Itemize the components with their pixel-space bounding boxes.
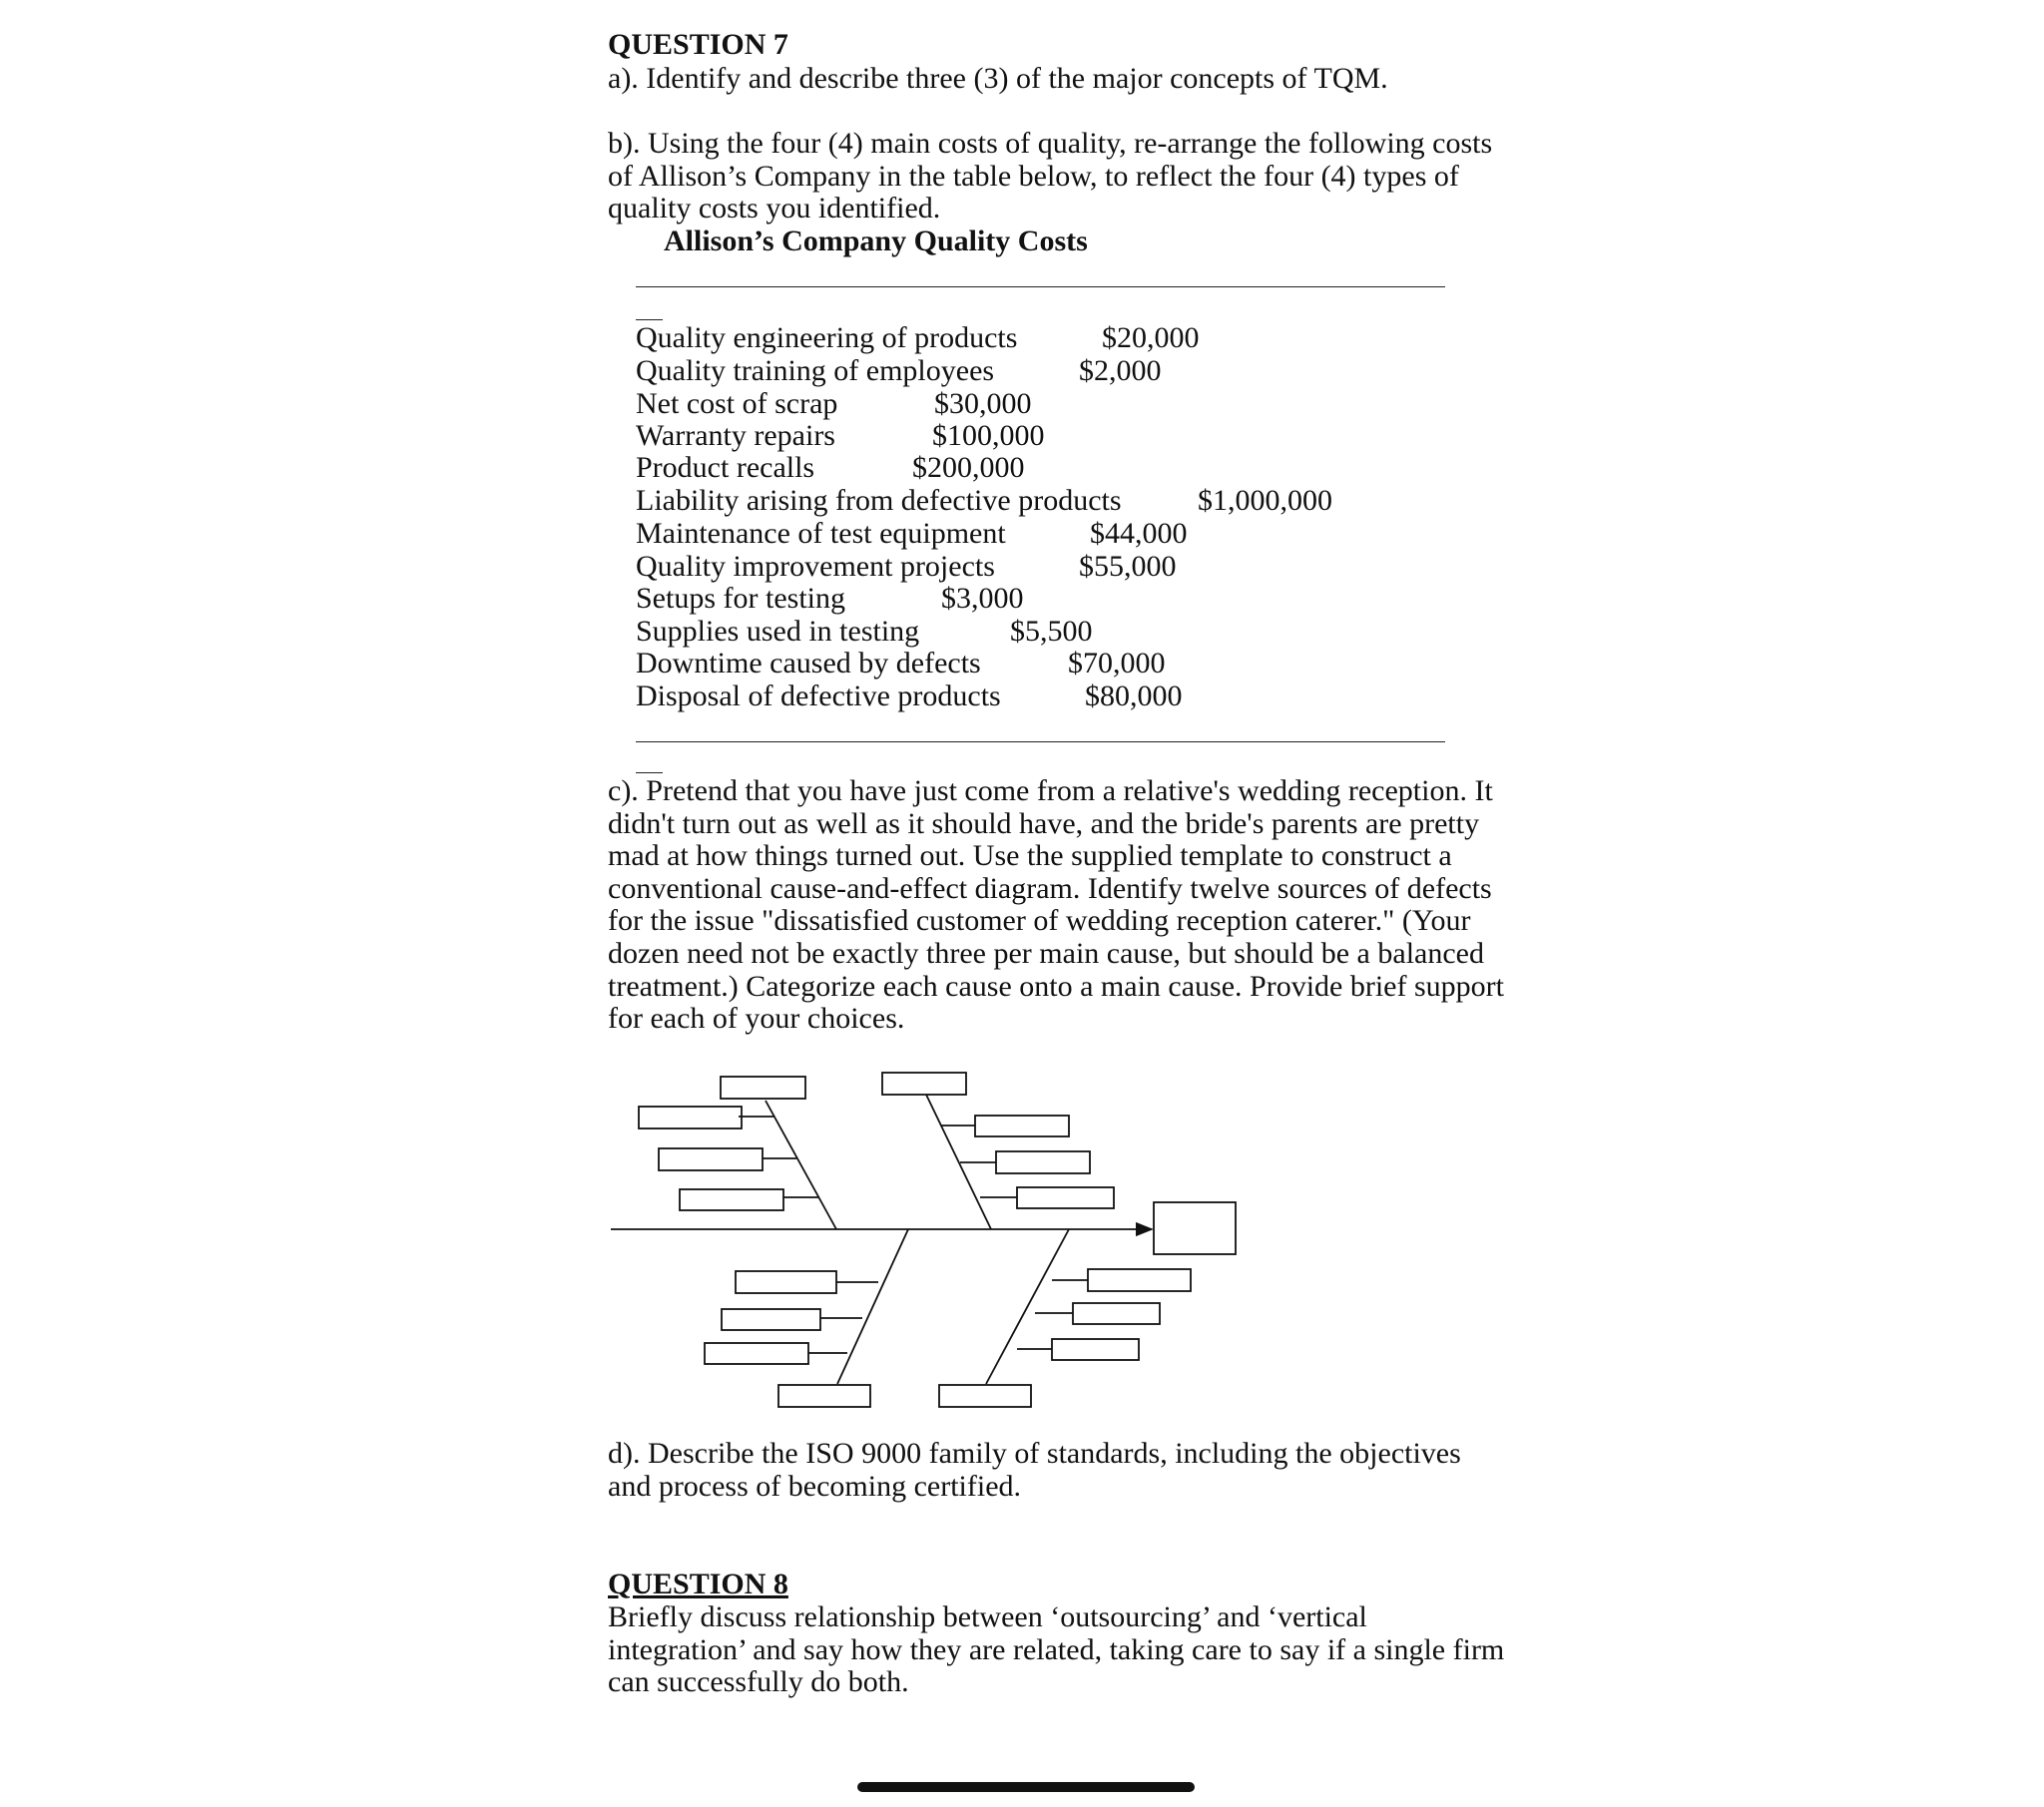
cost-label: Quality engineering of products	[636, 321, 1018, 354]
cost-label: Setups for testing	[636, 582, 845, 615]
cost-label: Supplies used in testing	[636, 615, 920, 648]
text-line: can successfully do both.	[608, 1665, 909, 1699]
cost-amount: $2,000	[1079, 354, 1162, 387]
cost-amount: $3,000	[941, 582, 1024, 615]
sub-cause-box	[1052, 1339, 1139, 1360]
cost-amount: $1,000,000	[1198, 484, 1332, 517]
text-line: b). Using the four (4) main costs of quality, re-arrange the following costs	[608, 127, 1493, 160]
cost-amount: $55,000	[1079, 550, 1177, 583]
main-cause-box	[721, 1077, 805, 1099]
sub-cause-box	[996, 1151, 1090, 1173]
text-line: mad at how things turned out. Use the supplied template to construct a	[608, 839, 1452, 873]
cost-amount: $200,000	[912, 451, 1025, 484]
cost-amount: $80,000	[1085, 679, 1183, 712]
sub-cause-box	[1017, 1187, 1114, 1208]
cost-amount: $5,500	[1010, 615, 1093, 648]
question-7-heading: QUESTION 7	[608, 28, 788, 61]
cost-amount: $70,000	[1068, 647, 1166, 679]
main-cause-box	[882, 1073, 966, 1095]
cost-label: Product recalls	[636, 451, 815, 484]
text-line: Briefly discuss relationship between ‘outsourcing’ and ‘vertical	[608, 1600, 1367, 1633]
cost-label: Liability arising from defective products	[636, 484, 1122, 517]
cost-label: Quality improvement projects	[636, 550, 995, 583]
sub-cause-box	[975, 1116, 1069, 1136]
text-line: dozen need not be exactly three per main cause, but should be a balanced	[608, 936, 1484, 970]
sub-cause-box	[639, 1107, 742, 1129]
cost-label: Disposal of defective products	[636, 679, 1001, 712]
text-line: and process of becoming certified.	[608, 1469, 1022, 1503]
cost-label: Maintenance of test equipment	[636, 517, 1006, 550]
cost-table-title: Allison’s Company Quality Costs	[664, 225, 1088, 257]
text-line: integration’ and say how they are related, taking care to say if a single firm	[608, 1632, 1505, 1666]
cost-amount: $100,000	[932, 419, 1045, 452]
sub-cause-box	[1073, 1303, 1160, 1324]
sub-cause-box	[705, 1343, 808, 1364]
text-line: treatment.) Categorize each cause onto a main cause. Provide brief support	[608, 969, 1504, 1003]
text-line: d). Describe the ISO 9000 family of standards, including the objectives	[608, 1437, 1461, 1470]
cost-amount: $20,000	[1102, 321, 1200, 354]
text-line: quality costs you identified.	[608, 192, 941, 226]
main-bone	[837, 1229, 908, 1384]
question-7-part-a: a). Identify and describe three (3) of the major concepts of TQM.	[608, 62, 1388, 95]
question-8-heading: QUESTION 8	[608, 1568, 788, 1600]
text-line: for the issue "dissatisfied customer of wedding reception caterer." (Your	[608, 904, 1471, 938]
cost-label: Downtime caused by defects	[636, 647, 981, 679]
main-cause-box	[939, 1385, 1031, 1407]
cost-amount: $44,000	[1090, 517, 1188, 550]
question-8-body	[608, 1601, 1504, 1699]
effect-box	[1154, 1202, 1236, 1254]
sub-cause-box	[1088, 1269, 1191, 1291]
home-indicator-bar[interactable]	[857, 1782, 1195, 1792]
sub-cause-box	[680, 1189, 783, 1210]
cost-label: Net cost of scrap	[636, 387, 838, 420]
sub-cause-box	[659, 1148, 763, 1170]
text-line: conventional cause-and-effect diagram. Identify twelve sources of defects	[608, 871, 1492, 905]
cost-label: Warranty repairs	[636, 419, 835, 452]
main-cause-box	[778, 1385, 870, 1407]
question-7-part-d	[608, 1438, 1461, 1503]
cost-label: Quality training of employees	[636, 354, 995, 387]
text-line: for each of your choices.	[608, 1002, 905, 1036]
cost-amount: $30,000	[934, 387, 1032, 420]
text-line: of Allison’s Company in the table below, to reflect the four (4) types of	[608, 159, 1459, 193]
text-line: didn't turn out as well as it should have, and the bride's parents are pretty	[608, 806, 1480, 840]
sub-cause-box	[722, 1309, 820, 1330]
sub-cause-box	[736, 1271, 836, 1293]
text-line: c). Pretend that you have just come from a relative's wedding reception. It	[608, 774, 1493, 807]
